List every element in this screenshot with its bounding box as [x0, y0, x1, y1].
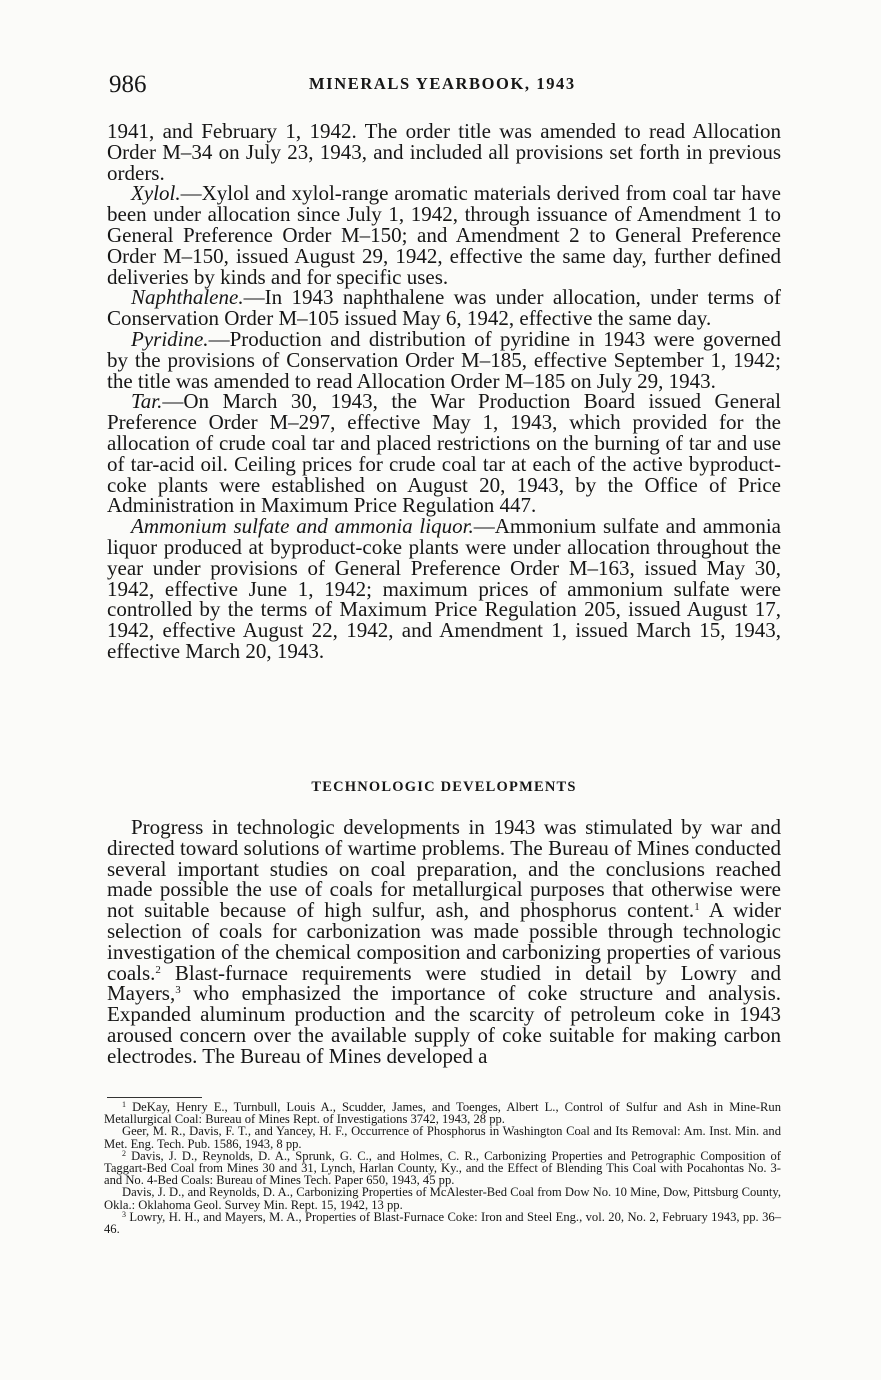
paragraph-lead: Ammonium sulfate and ammonia liquor. [131, 514, 474, 539]
paragraph-text: A wider selection of coals for carbonization was made possible through technologic investigation of the chemical composition and carbonizing properties of various coals. [107, 898, 781, 985]
paragraph-text: —Production and distribution of pyridine in 1943 were governed by the provisions of Conservation Order M–185, effective September 1, 1942; the title was amended to read Allocation Order M–185 on July 29, 1943. [107, 326, 781, 393]
paragraph-text: —On March 30, 1943, the War Production Board issued General Preference Order M–297, effective May 1, 1943, which provided for the allocation of crude coal tar and placed restrictions on the burning of tar and use of tar-acid oil. Ceiling prices for crude coal tar at each of the active byproduct-coke plants were established on August 20, 1943, by the Office of Price Administration in Maximum Price Regulation 447. [107, 389, 781, 518]
footnote-divider [107, 1097, 202, 1098]
footnote-mark: 1 [122, 1100, 126, 1109]
paragraph-text: —Xylol and xylol-range aromatic materials derived from coal tar have been under allocation since July 1, 1942, through issuance of Amendment 1 to General Preference Order M–150; and Amendment 2 to General Preference Order M–150, issued August 29, 1942, effective the same day, further defined deliveries by kinds and for specific uses. [107, 181, 781, 289]
paragraph-lead: Pyridine. [131, 326, 209, 351]
section-heading: TECHNOLOGIC DEVELOPMENTS [311, 779, 577, 795]
footnote [104, 1186, 781, 1210]
footnotes [104, 1101, 781, 1235]
footnote [104, 1101, 781, 1125]
paragraph [107, 391, 781, 516]
body-text [107, 121, 781, 662]
paragraph-text: 1941, and February 1, 1942. The order title was amended to read Allocation Order M–34 on July 23, 1943, and included all provisions set forth in previous orders. [107, 119, 781, 185]
paragraph-text: who emphasized the importance of coke structure and analysis. Expanded aluminum production and the scarcity of petroleum coke in 1943 aroused concern over the available supply of coke suitable for making carbon electrodes. The Bureau of Mines developed a [107, 981, 781, 1068]
footnote [104, 1125, 781, 1149]
paragraph-text: —Ammonium sulfate and ammonia liquor produced at byproduct-coke plants were under allocation throughout the year under provisions of General Preference Order M–163, issued May 30, 1942, effective June 1, 1942; maximum prices of ammonium sulfate were controlled by the terms of Maximum Price Regulation 205, issued August 17, 1942, effective August 22, 1942, and Amendment 1, issued March 15, 1943, effective March 20, 1943. [107, 514, 781, 663]
footnote-text: Davis, J. D., Reynolds, D. A., Sprunk, G. C., and Holmes, C. R., Carbonizing Properties and Petrographic Composition of Taggart-Bed Coal from Mines 30 and 31, Lynch, Harlan County, Ky., and the Effect of Blending This Coal with Pocahontas No. 3- and No. 4-Bed Coals: Bureau of Mines Tech. Paper 650, 1943, 45 pp. [104, 1148, 781, 1188]
paragraph [107, 287, 781, 329]
paragraph-text: Progress in technologic developments in 1943 was stimulated by war and directed toward solutions of wartime problems. The Bureau of Mines conducted several important studies on coal preparation, and the conclusions reached made possible the use of coals for metallurgical purposes that otherwise were not suitable because of high sulfur, ash, and phosphorus content. [107, 815, 781, 923]
footnote-text: DeKay, Henry E., Turnbull, Louis A., Scudder, James, and Toenges, Albert L., Control of Sulfur and Ash in Mine-Run Metallurgical Coal: Bureau of Mines Rept. of Investigations 3742, 1943, 28 pp. [104, 1100, 781, 1127]
footnote [104, 1150, 781, 1187]
paragraph-text: —In 1943 naphthalene was under allocation, under terms of Conservation Order M–105 issued May 6, 1942, effective the same day. [107, 285, 781, 331]
paragraph-text: Blast-furnace requirements were studied in detail by Lowry and Mayers, [107, 960, 781, 1006]
footnote [104, 1211, 781, 1235]
paragraph-lead: Naphthalene. [131, 285, 244, 310]
footnote-text: Geer, M. R., Davis, F. T., and Yancey, H. F., Occurrence of Phosphorus in Washington Coal and Its Removal: Am. Inst. Min. and Met. Eng. Tech. Pub. 1586, 1943, 8 pp. [104, 1124, 781, 1151]
paragraph-lead: Tar. [131, 389, 163, 414]
paragraph [107, 516, 781, 662]
section-body [107, 817, 781, 1067]
footnote-ref: 3 [175, 984, 181, 997]
footnote-ref: 2 [155, 963, 161, 976]
footnote-mark: 3 [122, 1209, 126, 1219]
footnote-ref: 1 [694, 901, 700, 914]
footnote-mark: 2 [122, 1148, 126, 1158]
paragraph [107, 121, 781, 183]
running-title: MINERALS YEARBOOK, 1943 [309, 74, 576, 93]
paragraph [107, 183, 781, 287]
paragraph [107, 326, 781, 393]
page-header [109, 70, 781, 102]
paragraph [107, 817, 781, 1067]
footnote-text: Lowry, H. H., and Mayers, M. A., Properties of Blast-Furnace Coke: Iron and Steel Eng., vol. 20, No. 2, February 1943, pp. 36–46. [104, 1209, 781, 1237]
page-number: 986 [109, 71, 147, 98]
paragraph-lead: Xylol. [131, 181, 181, 206]
footnote-text: Davis, J. D., and Reynolds, D. A., Carbonizing Properties of McAlester-Bed Coal from Dow No. 10 Mine, Dow, Pittsburg County, Okla.: Oklahoma Geol. Survey Min. Rept. 15, 1942, 13 pp. [104, 1185, 781, 1212]
